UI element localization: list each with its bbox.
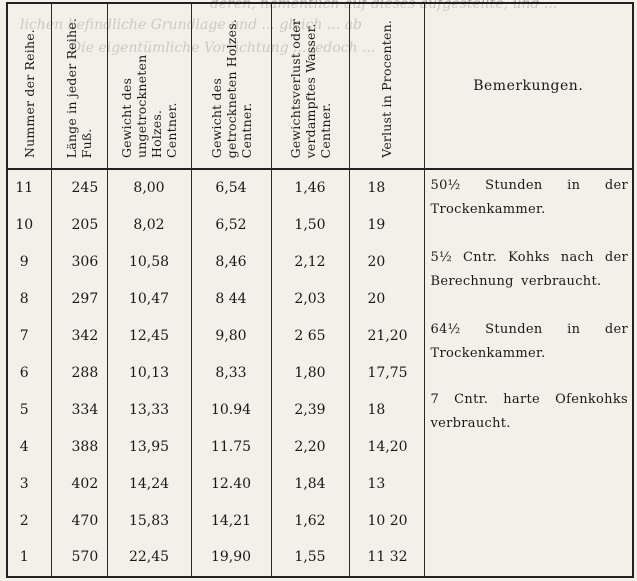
cell-weight-raw: 8,00 xyxy=(107,169,191,207)
cell-number: 4 xyxy=(7,428,51,465)
cell-weight-dry: 9,80 xyxy=(191,318,271,355)
cell-number: 10 xyxy=(7,207,51,244)
cell-loss: 1,50 xyxy=(271,207,349,244)
cell-length: 402 xyxy=(51,465,107,502)
header-number: Nummer der Reihe. xyxy=(7,3,51,169)
cell-percent: 21,20 xyxy=(349,318,424,355)
cell-loss: 1,62 xyxy=(271,502,349,539)
cell-weight-raw: 22,45 xyxy=(107,539,191,577)
cell-number: 11 xyxy=(7,169,51,207)
cell-weight-raw: 10,58 xyxy=(107,244,191,281)
cell-loss: 1,84 xyxy=(271,465,349,502)
header-percent: Verlust in Procenten. xyxy=(349,3,424,169)
remark-3: 64½ Stunden in der Trockenkammer. xyxy=(430,322,628,361)
cell-number: 1 xyxy=(7,539,51,577)
header-remarks: Bemerkungen. xyxy=(424,3,633,169)
cell-weight-raw: 10,13 xyxy=(107,355,191,392)
cell-loss: 2 65 xyxy=(271,318,349,355)
cell-loss: 1,55 xyxy=(271,539,349,577)
cell-number: 9 xyxy=(7,244,51,281)
cell-length: 205 xyxy=(51,207,107,244)
cell-length: 306 xyxy=(51,244,107,281)
cell-number: 3 xyxy=(7,465,51,502)
header-length: Länge in jeder Reihe. Fuß. xyxy=(51,3,107,169)
cell-weight-dry: 14,21 xyxy=(191,502,271,539)
cell-weight-raw: 8,02 xyxy=(107,207,191,244)
cell-length: 288 xyxy=(51,355,107,392)
cell-weight-dry: 8,33 xyxy=(191,355,271,392)
cell-percent: 17,75 xyxy=(349,355,424,392)
cell-loss: 2,03 xyxy=(271,281,349,318)
cell-number: 6 xyxy=(7,355,51,392)
table-row xyxy=(7,169,633,207)
cell-length: 334 xyxy=(51,391,107,428)
remarks-cell xyxy=(424,169,633,577)
header-weight-dry: Gewicht des getrockneten Holzes. Centner. xyxy=(191,3,271,169)
cell-length: 342 xyxy=(51,318,107,355)
cell-percent: 19 xyxy=(349,207,424,244)
cell-length: 297 xyxy=(51,281,107,318)
cell-weight-raw: 13,33 xyxy=(107,391,191,428)
cell-weight-dry: 12.40 xyxy=(191,465,271,502)
cell-percent: 18 xyxy=(349,169,424,207)
cell-length: 470 xyxy=(51,502,107,539)
cell-length: 245 xyxy=(51,169,107,207)
cell-weight-raw: 15,83 xyxy=(107,502,191,539)
cell-weight-dry: 6,54 xyxy=(191,169,271,207)
cell-weight-dry: 11.75 xyxy=(191,428,271,465)
cell-weight-raw: 12,45 xyxy=(107,318,191,355)
cell-percent: 20 xyxy=(349,244,424,281)
cell-number: 8 xyxy=(7,281,51,318)
cell-loss: 2,12 xyxy=(271,244,349,281)
cell-number: 2 xyxy=(7,502,51,539)
cell-weight-raw: 14,24 xyxy=(107,465,191,502)
cell-length: 388 xyxy=(51,428,107,465)
header-loss: Gewichtsverlust oder verdampftes Wasser. Centner. xyxy=(271,3,349,169)
header-row xyxy=(7,3,633,169)
cell-number: 7 xyxy=(7,318,51,355)
cell-weight-dry: 6,52 xyxy=(191,207,271,244)
cell-weight-dry: 8 44 xyxy=(191,281,271,318)
cell-number: 5 xyxy=(7,391,51,428)
cell-percent: 11 32 xyxy=(349,539,424,577)
cell-weight-raw: 13,95 xyxy=(107,428,191,465)
remark-4: 7 Cntr. harte Ofenkohks verbraucht. xyxy=(430,392,628,431)
cell-weight-raw: 10,47 xyxy=(107,281,191,318)
cell-loss: 1,80 xyxy=(271,355,349,392)
cell-weight-dry: 19,90 xyxy=(191,539,271,577)
cell-length: 570 xyxy=(51,539,107,577)
cell-percent: 18 xyxy=(349,391,424,428)
cell-weight-dry: 10.94 xyxy=(191,391,271,428)
remark-2: 5½ Cntr. Kohks nach der Berechnung verbraucht. xyxy=(430,250,628,289)
cell-percent: 14,20 xyxy=(349,428,424,465)
cell-loss: 2,20 xyxy=(271,428,349,465)
cell-percent: 10 20 xyxy=(349,502,424,539)
cell-weight-dry: 8,46 xyxy=(191,244,271,281)
cell-loss: 1,46 xyxy=(271,169,349,207)
cell-loss: 2,39 xyxy=(271,391,349,428)
remark-1: 50½ Stunden in der Trockenkammer. xyxy=(430,178,628,217)
header-weight-raw: Gewicht des ungetrockneten Holzes. Centner. xyxy=(107,3,191,169)
cell-percent: 13 xyxy=(349,465,424,502)
drying-results-table xyxy=(6,2,634,578)
cell-percent: 20 xyxy=(349,281,424,318)
